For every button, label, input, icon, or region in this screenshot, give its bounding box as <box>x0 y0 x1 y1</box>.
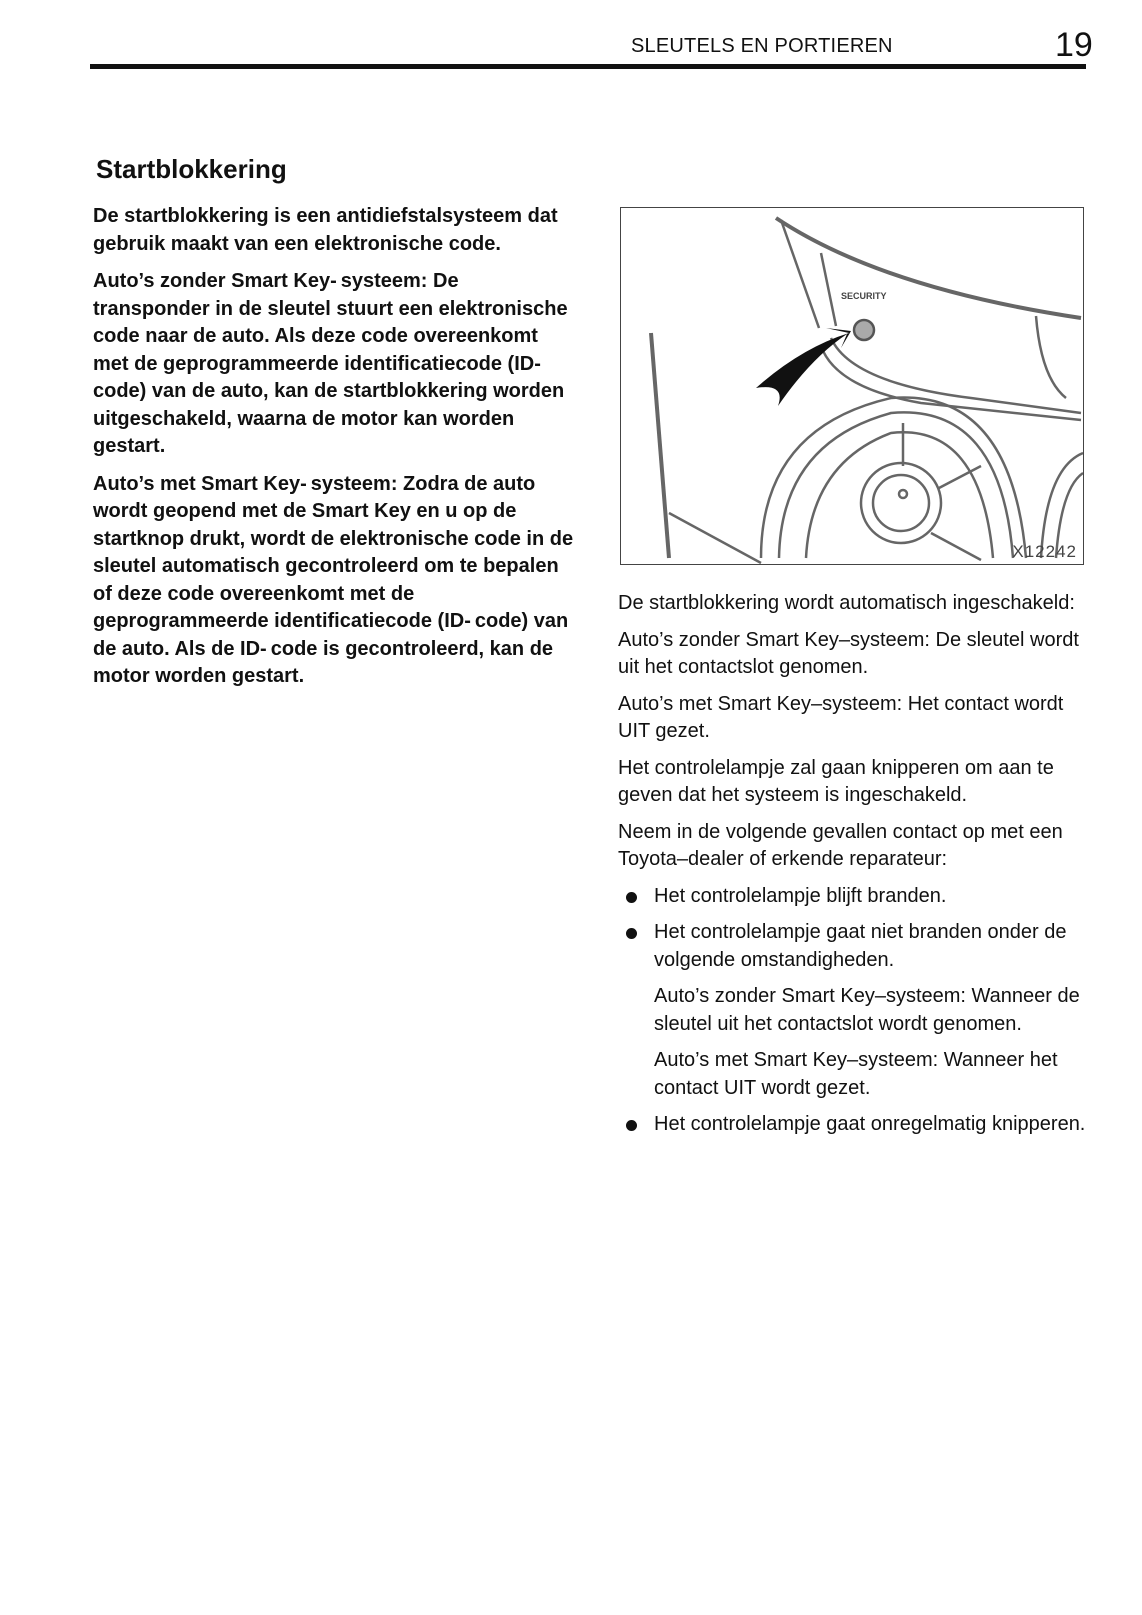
dashboard-illustration <box>621 208 1083 564</box>
sub-paragraph: Auto’s zonder Smart Key–systeem: Wanneer de sleutel uit het contactslot wordt genomen. <box>654 985 1080 1035</box>
left-column <box>93 203 575 701</box>
bullet-item: Het controlelampje gaat niet branden onder de volgende omstandigheden. <box>618 919 1088 974</box>
contact-dealer-paragraph: Neem in de volgende gevallen contact op met een Toyota–dealer of erkende reparateur: <box>618 820 1063 870</box>
indicator-blink-paragraph: Het controlelampje zal gaan knipperen om aan te geven dat het systeem is ingeschakeld. <box>618 756 1054 806</box>
arrow-icon <box>756 328 851 406</box>
with-smart-key-activation: Auto’s met Smart Key–systeem: Het contact wordt UIT gezet. <box>618 692 1064 742</box>
with-smart-key-paragraph: Auto’s met Smart Key- systeem: Zodra de auto wordt geopend met de Smart Key en u op de startknop drukt, wordt de elektronische code in de sleutel automatisch gecontroleerd om te bepalen of deze code overeenkomt met de geprogrammeerde identificatiecode (ID- code) van de auto. Als de ID- code is gecontroleerd, kan de motor worden gestart. <box>93 472 574 687</box>
svg-text:SECURITY: SECURITY <box>841 291 887 301</box>
header-divider <box>90 64 1086 69</box>
without-smart-key-activation: Auto’s zonder Smart Key–systeem: De sleutel wordt uit het contactslot genomen. <box>618 628 1079 678</box>
chapter-title: SLEUTELS EN PORTIEREN <box>631 35 893 57</box>
section-title: Startblokkering <box>96 154 287 184</box>
bullet-item: Het controlelampje blijft branden. <box>618 883 1088 911</box>
sub-paragraph: Auto’s met Smart Key–systeem: Wanneer het contact UIT wordt gezet. <box>654 1049 1058 1099</box>
figure-code: X12242 <box>1012 542 1077 561</box>
without-smart-key-paragraph: Auto’s zonder Smart Key- systeem: De transponder in de sleutel stuurt een elektronische code naar de auto. Als deze code overeenkomt met de geprogrammeerde identificatiecode (ID- code) van de auto, kan de startblokkering worden uitgeschakeld, waarna de motor kan worden gestart. <box>93 270 568 457</box>
security-indicator-figure <box>620 207 1084 565</box>
right-column <box>618 590 1088 1148</box>
intro-paragraph: De startblokkering is een antidiefstalsysteem dat gebruik maakt van een elektronische code. <box>93 205 558 255</box>
page-number: 19 <box>1055 26 1093 64</box>
security-light-icon <box>854 320 874 340</box>
activation-paragraph: De startblokkering wordt automatisch ingeschakeld: <box>618 592 1075 614</box>
bullet-item: Het controlelampje gaat onregelmatig knipperen. <box>618 1111 1088 1139</box>
